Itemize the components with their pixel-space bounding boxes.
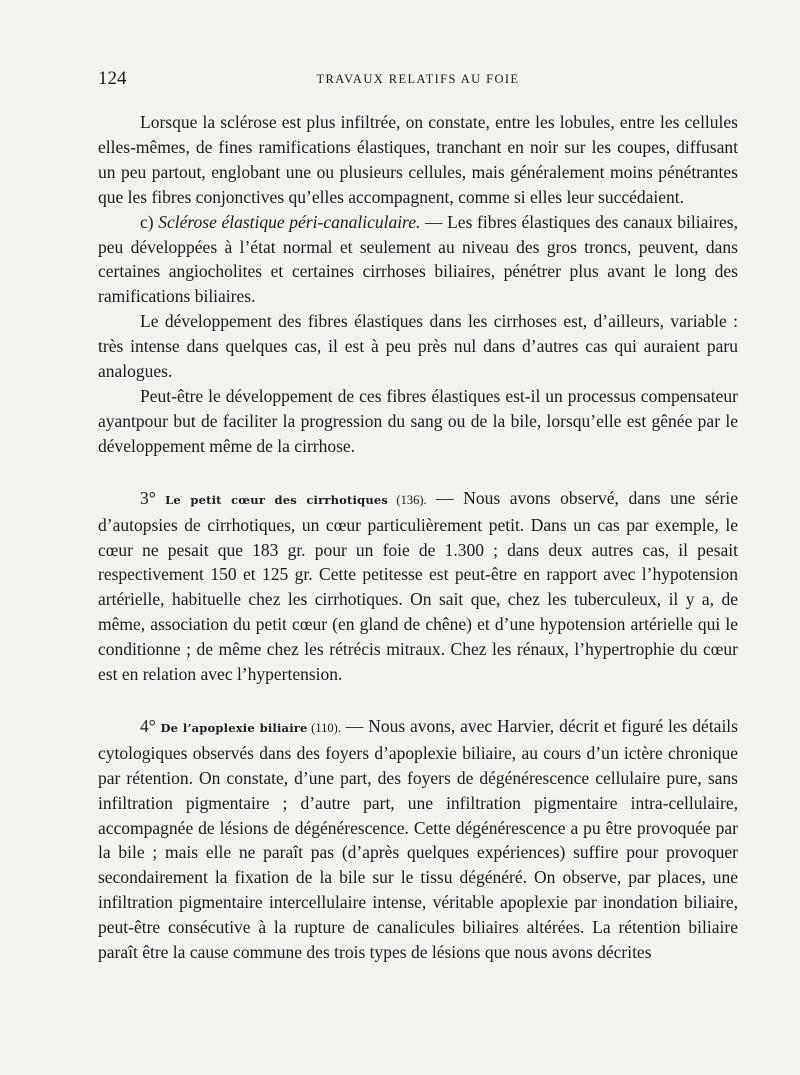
paragraph-developpement bbox=[98, 309, 738, 384]
paragraph-title: Sclérose élastique péri-canaliculaire. bbox=[158, 211, 421, 232]
paragraph-sclerose-infiltree bbox=[98, 110, 738, 210]
section-reference: (136). bbox=[388, 492, 427, 507]
paragraph-text: Lorsque la sclérose est plus infiltrée, on constate, entre les lobules, entre les cellules elles-mêmes, de fines ramifications élastiques, tranchant en noir sur les coupes, diffusant un peu partout, englobant une ou plusieurs cellules, mais généralement moins pénétrantes que les fibres conjonctives qu’elles accompagnent, comme si elles leur succédaient. bbox=[98, 112, 738, 207]
paragraph-label: c) bbox=[140, 211, 159, 232]
running-title: TRAVAUX RELATIFS AU FOIE bbox=[316, 72, 520, 86]
section-title: De l’apoplexie biliaire bbox=[155, 720, 308, 735]
section-petit-coeur bbox=[98, 486, 738, 687]
section-apoplexie-biliaire bbox=[98, 714, 738, 965]
paragraph-text: — Les fibres élastiques des canaux biliaires, peu développées à l’état normal et seulement au niveau des gros troncs, peuvent, dans certaines angiocholites et certaines cirrhoses biliaires, pénétrer plus avant le long des ramifications biliaires. bbox=[98, 211, 738, 307]
section-number: 3° bbox=[140, 487, 156, 508]
paragraph-sclerose-pericanaliculaire bbox=[98, 210, 738, 310]
paragraph-text: Peut-être le développement de ces fibres élastiques est-il un processus compensateur ayantpour but de faciliter la progression du sang ou de la bile, lorsqu’elle est gênée par le développement même de la cirrhose. bbox=[98, 385, 738, 456]
page-number: 124 bbox=[98, 68, 127, 89]
section-title: Le petit cœur des cirrhotiques bbox=[155, 492, 389, 507]
paragraph-text: Le développement des fibres élastiques dans les cirrhoses est, d’ailleurs, variable : très intense dans quelques cas, il est à peu près nul dans d’autres cas qui auraient paru analogues. bbox=[98, 311, 738, 382]
section-text: — Nous avons, avec Harvier, décrit et figuré les détails cytologiques observés dans des foyers d’apoplexie biliaire, au cours d’un ictère chronique par rétention. On constate, d’une part, des foyers de dégénérescence cellulaire pure, sans infiltration pigmentaire ; d’autre part, une infiltration pigmentaire intra-cellulaire, accompagnée de lésions de dégénérescence. Cette dégénérescence a pu être provoquée par la bile ; mais elle ne paraît pas (d’après quelques expériences) suffire pour provoquer secondairement la fixation de la bile sur le tissu dégénéré. On observe, par places, une infiltration pigmentaire intercellulaire intense, véritable apoplexie par inondation biliaire, peut-être consécutive à la rupture de canalicules biliaires altérées. La rétention biliaire paraît être la cause commune des trois types de lésions que nous avons décrites bbox=[98, 715, 738, 963]
paragraph-processus-compensateur bbox=[98, 384, 738, 459]
page-body bbox=[98, 110, 738, 965]
page-header bbox=[98, 68, 738, 94]
section-reference: (110). bbox=[307, 720, 341, 735]
section-text: — Nous avons observé, dans une série d’autopsies de cirrhotiques, un cœur particulièrement petit. Dans un cas par exemple, le cœur ne pesait que 183 gr. pour un foie de 1.300 ; dans deux autres cas, il pesait respectivement 150 et 125 gr. Cette petitesse est peut-être en rapport avec l’hypotension artérielle, habituelle chez les cirrhotiques. On sait que, chez les tuberculeux, il y a, de même, association du petit cœur (en gland de chêne) et d’une hypotension artérielle qui le conditionne ; de même chez les rétrécis mitraux. Chez les rénaux, l’hypertrophie du cœur est en relation avec l’hypertension. bbox=[98, 487, 738, 685]
section-number: 4° bbox=[140, 715, 156, 736]
